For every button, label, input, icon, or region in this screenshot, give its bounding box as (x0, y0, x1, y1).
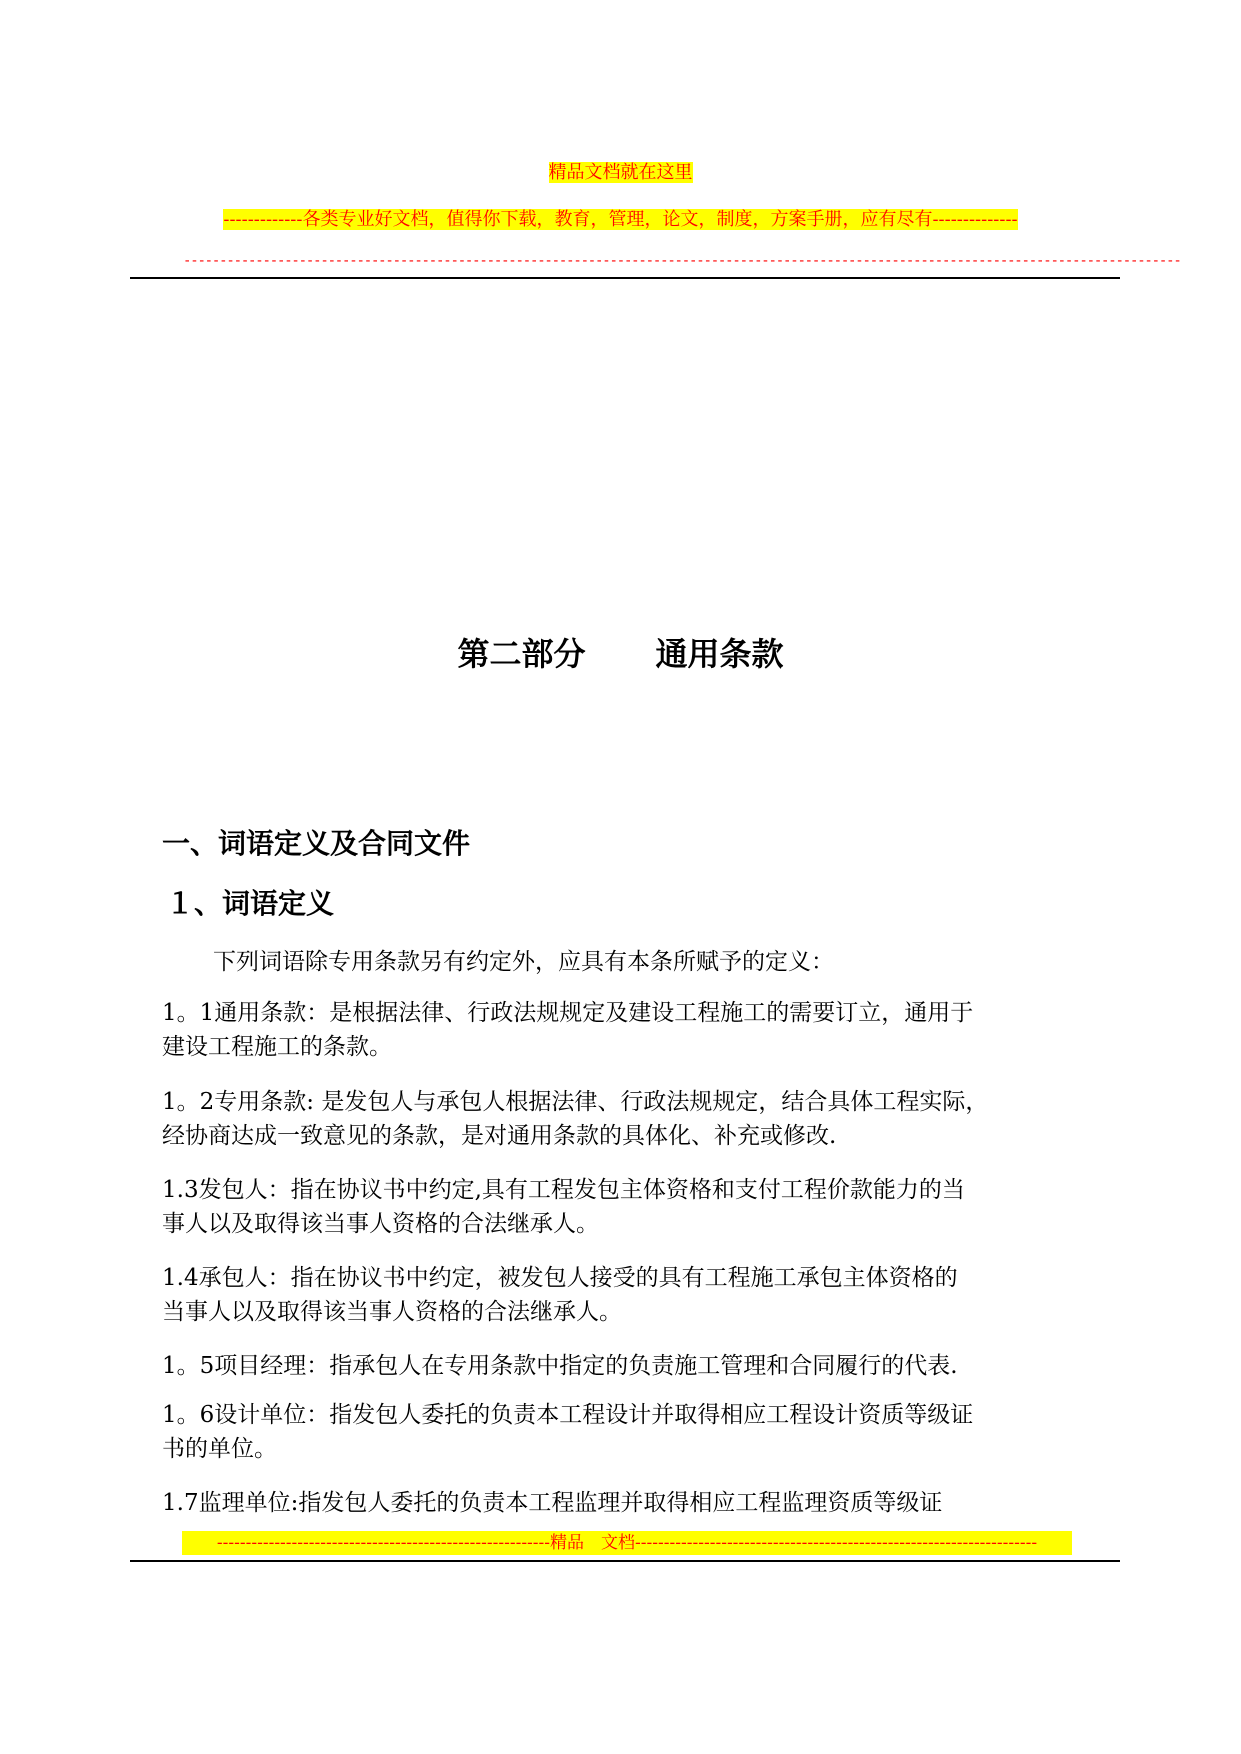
header-subtitle (0, 207, 1241, 233)
clause-line: 1.4承包人：指在协议书中约定，被发包人接受的具有工程施工承包主体资格的 (162, 1265, 958, 1291)
clause-paragraph (162, 1085, 1062, 1153)
footer-banner: ----------------------------------------------------------精品 文档---------------------------------------------------------------------- (182, 1531, 1072, 1555)
clause-line: 1。6设计单位：指发包人委托的负责本工程设计并取得相应工程设计资质等级证 (162, 1402, 974, 1428)
clause-paragraph (162, 1486, 1062, 1520)
clause-line: 1。5项目经理：指承包人在专用条款中指定的负责施工管理和合同履行的代表. (162, 1353, 958, 1379)
header-dash-line: ------------------------------------------------------------------------------------------------------------------------------------------ (183, 253, 1181, 269)
clause-paragraph (162, 996, 1062, 1064)
clause-line: 1。1通用条款：是根据法律、行政法规规定及建设工程施工的需要订立，通用于 (162, 1000, 974, 1026)
part-heading-number: 第二部分 (457, 635, 586, 673)
intro-paragraph: 下列词语除专用条款另有约定外，应具有本条所赋予的定义： (213, 949, 834, 975)
section-heading: 一、词语定义及合同文件 (162, 827, 471, 860)
header-subtitle-text: -------------各类专业好文档，值得你下载，教育，管理，论文，制度，方案手册，应有尽有-------------- (223, 209, 1018, 230)
clause-paragraph (162, 1173, 1062, 1241)
clause-line: 当事人以及取得该当事人资格的合法继承人。 (162, 1299, 622, 1325)
header-title (0, 160, 1241, 186)
clause-line: 建设工程施工的条款。 (162, 1034, 392, 1060)
part-heading (0, 632, 1241, 676)
footer-rule (130, 1560, 1120, 1562)
clause-line: 经协商达成一致意见的条款，是对通用条款的具体化、补充或修改. (162, 1123, 837, 1149)
header-title-text: 精品文档就在这里 (548, 162, 693, 183)
clause-line: 1.3发包人：指在协议书中约定,具有工程发包主体资格和支付工程价款能力的当 (162, 1177, 965, 1203)
clause-paragraph (162, 1349, 1062, 1383)
clause-line: 1。2专用条款: 是发包人与承包人根据法律、行政法规规定，结合具体工程实际， (162, 1089, 989, 1115)
subsection-heading: １、词语定义 (166, 887, 335, 920)
clause-paragraph (162, 1261, 1062, 1329)
clause-line: 书的单位。 (162, 1436, 277, 1462)
header-rule (130, 277, 1120, 279)
clause-paragraph (162, 1398, 1062, 1466)
part-heading-title: 通用条款 (655, 635, 784, 673)
clause-line: 1.7监理单位:指发包人委托的负责本工程监理并取得相应工程监理资质等级证 (162, 1490, 943, 1516)
clause-line: 事人以及取得该当事人资格的合法继承人。 (162, 1211, 599, 1237)
